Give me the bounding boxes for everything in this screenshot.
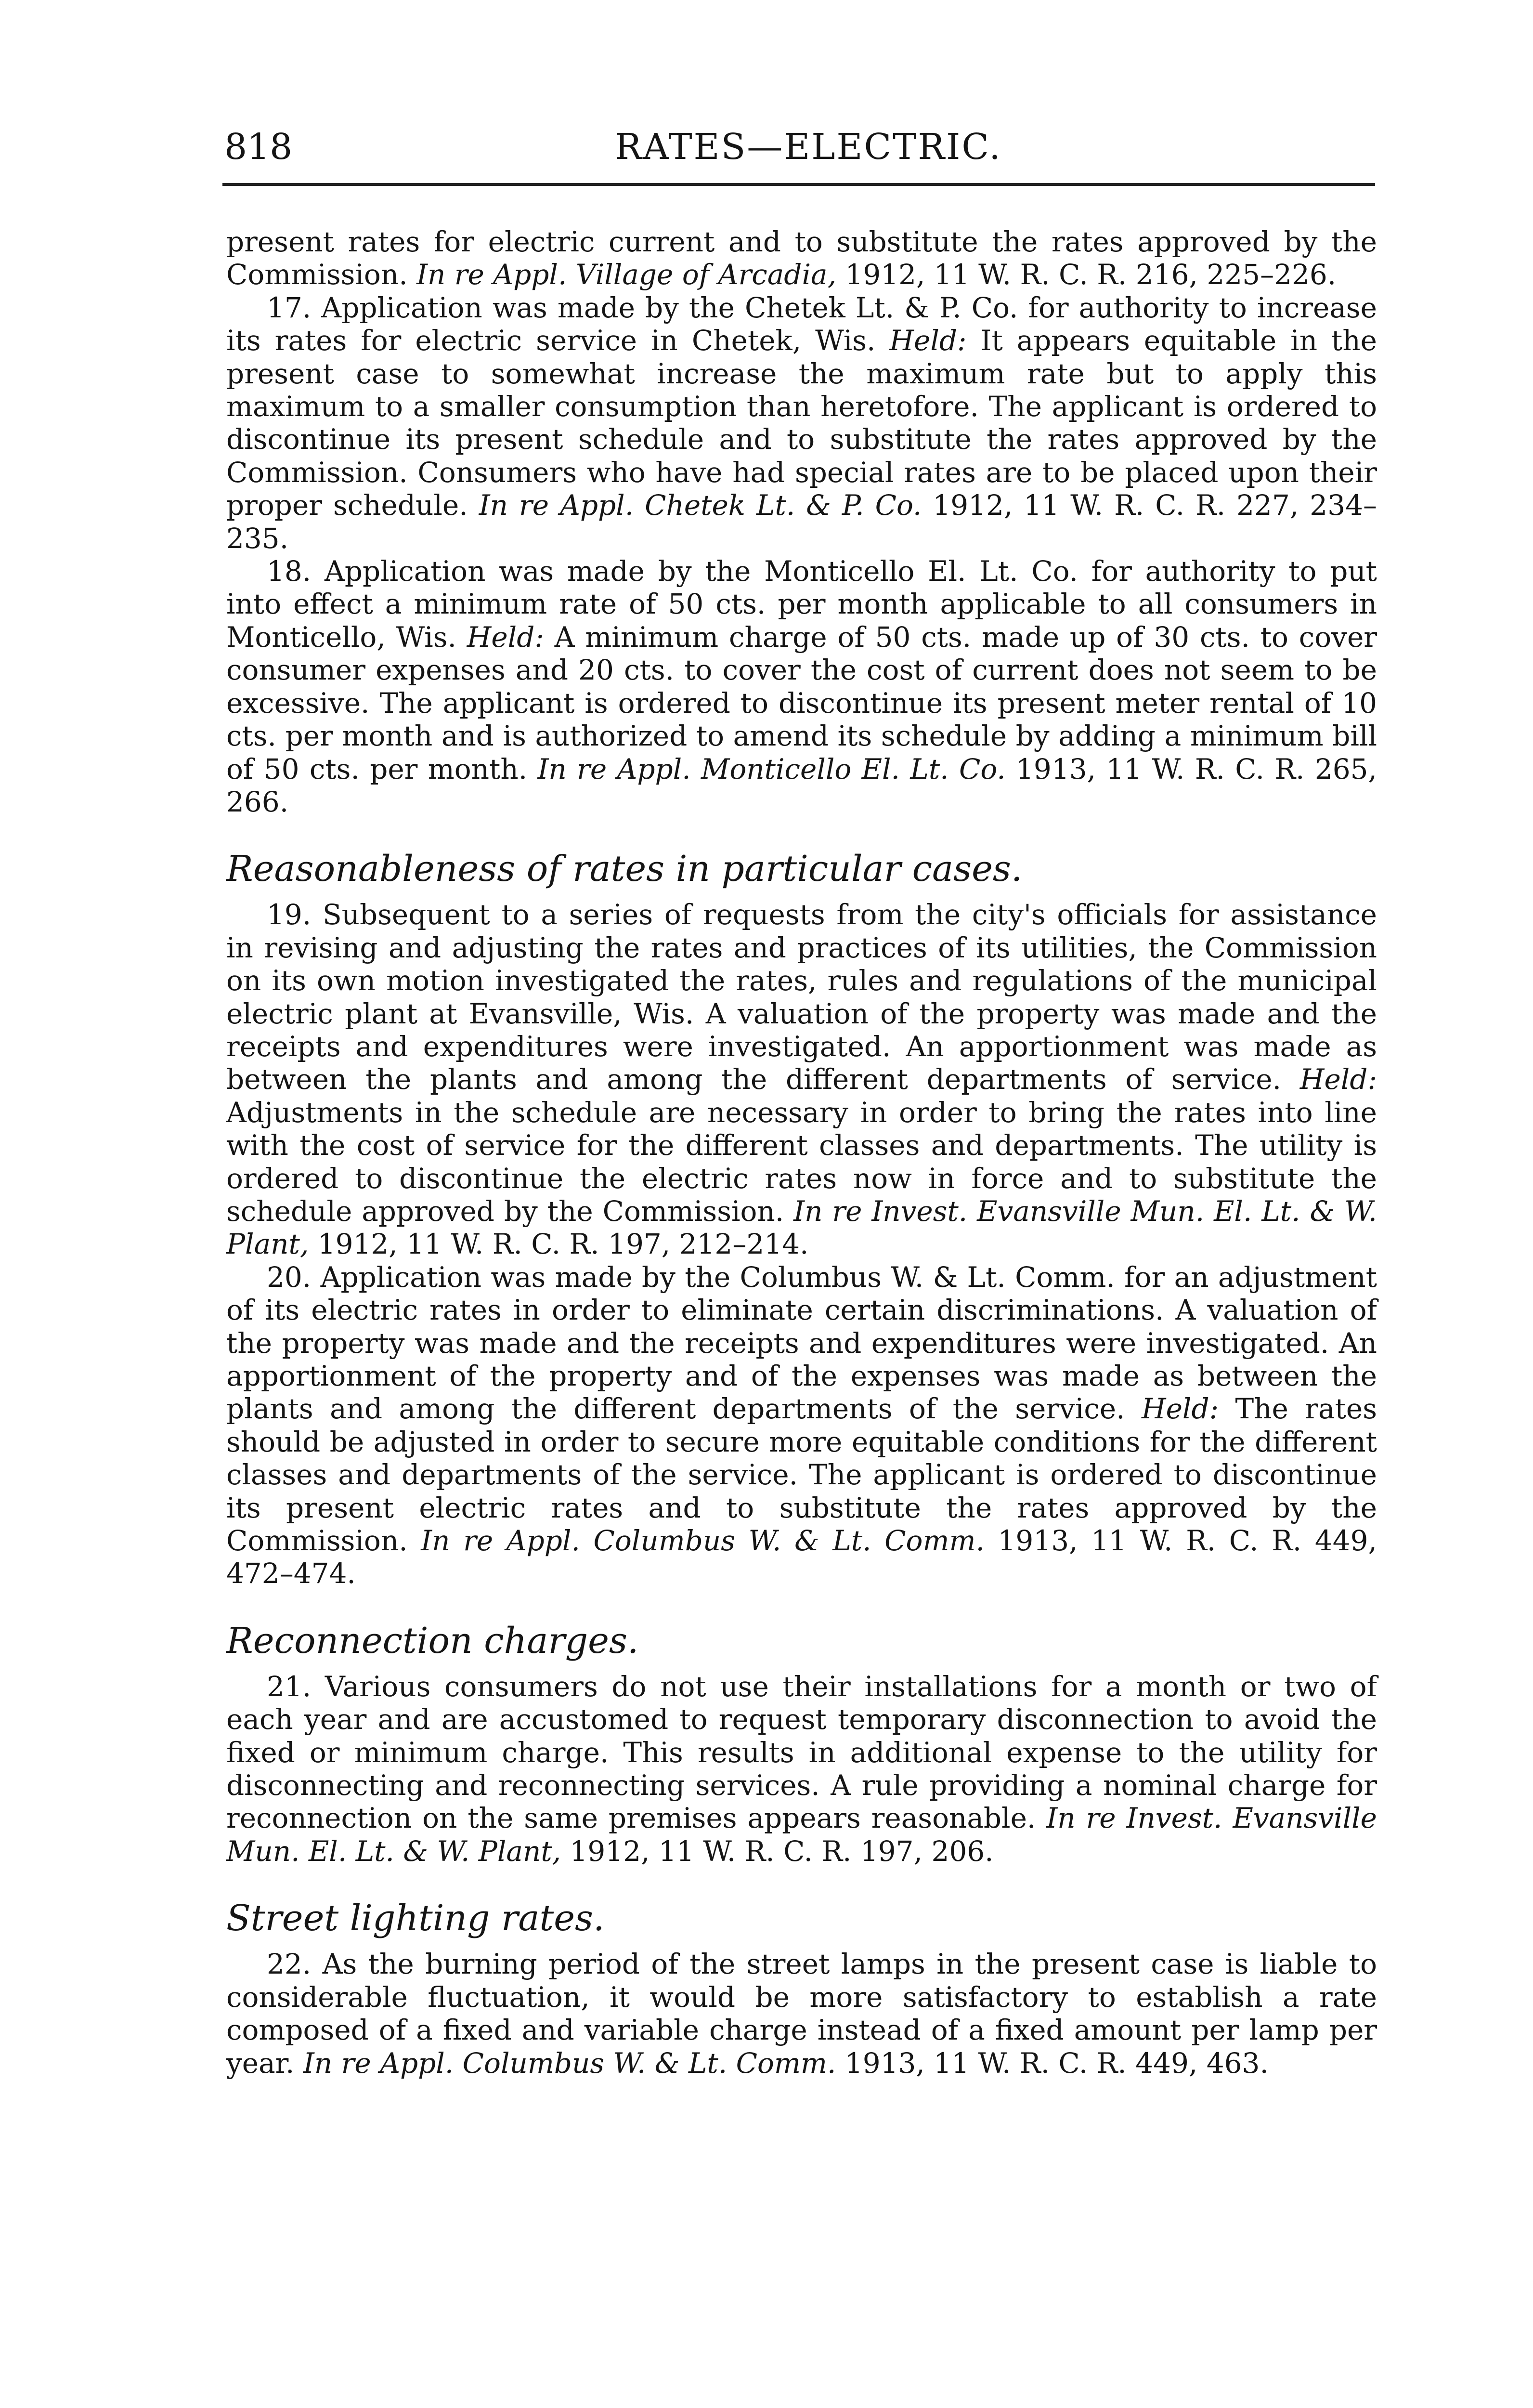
section-heading-reasonableness: Reasonableness of rates in particular cases. <box>226 848 1023 890</box>
case-name: In re Invest. Evansville Mun. El. Lt. & W. Plant, <box>226 1194 1377 1261</box>
paragraph-text: It appears equitable in the present case to somewhat increase the maximum rate but to apply this maximum to a smaller consumption than heretofore. The applicant is ordered to discontinue its present schedule and to substitute the rates approved by the Commission. Consumers who have had special rates are to be placed upon their proper schedule. <box>226 324 1377 522</box>
paragraph-text: Adjustments in the schedule are necessary in order to bring the rates into line with the cost of service for the different classes and departments. The utility is ordered to discontinue the electric rates now in force and to substitute the schedule approved by the Commission. <box>226 1096 1377 1228</box>
paragraph-text: 19. Subsequent to a series of requests from the city's officials for assistance in revising and adjusting the rates and practices of its utilities, the Commission on its own motion investigated the rates, rules and regulations of the municipal electric plant at Evansville, Wis. A valuation of the property was made and the receipts and expenditures were investigated. An apportionment was made as between the plants and among the different departments of service. <box>226 898 1377 1096</box>
held-label: Held: <box>467 620 544 654</box>
held-label: Held: <box>889 324 967 357</box>
paragraph-text: A minimum charge of 50 cts. made up of 30 cts. to cover consumer expenses and 20 cts. to cover the cost of current does not seem to be excessive. The applicant is ordered to discontinue its present meter rental of 10 cts. per month and is authorized to amend its schedule by adding a minimum bill of 50 cts. per month. <box>226 620 1377 785</box>
page-body <box>226 225 1377 2080</box>
paragraph-text: 17. Application was made by the Chetek Lt. & P. Co. for authority to increase its rates for electric service in Chetek, Wis. <box>226 291 1377 357</box>
held-label: Held: <box>1299 1063 1377 1096</box>
running-title: RATES—ELECTRIC. <box>615 126 1002 168</box>
case-name: In re Appl. Columbus W. & Lt. Comm. <box>421 1524 985 1557</box>
citation: 1912, 11 W. R. C. R. 197, 212–214. <box>309 1228 809 1261</box>
section-heading-street-lighting: Street lighting rates. <box>226 1898 605 1939</box>
paragraph-continued <box>226 225 1377 291</box>
paragraph-text: The rates should be adjusted in order to secure more equitable conditions for the different classes and departments of the service. The applicant is ordered to discontinue its present electric rates and to substitute the rates approved by the Commission. <box>226 1392 1377 1557</box>
section-heading-reconnection: Reconnection charges. <box>226 1620 639 1662</box>
citation: 1913, 11 W. R. C. R. 449, 463. <box>836 2046 1269 2080</box>
case-name: In re Appl. Monticello El. Lt. Co. <box>537 752 1006 785</box>
page-number: 818 <box>224 126 293 168</box>
paragraph-19 <box>226 898 1377 1260</box>
case-name: In re Appl. Columbus W. & Lt. Comm. <box>303 2046 836 2080</box>
case-name: In re Appl. Village of Arcadia, <box>416 258 837 291</box>
paragraph-text: 21. Various consumers do not use their installations for a month or two of each year and are accustomed to request temporary disconnection to avoid the fixed or minimum charge. This results in additional expense to the utility for disconnecting and reconnecting services. A rule providing a nominal charge for reconnection on the same premises appears reasonable. <box>226 1670 1377 1835</box>
citation: 1912, 11 W. R. C. R. 227, 234–235. <box>226 489 1377 555</box>
header-rule <box>222 183 1375 186</box>
paragraph-17 <box>226 291 1377 555</box>
paragraph-18 <box>226 555 1377 818</box>
paragraph-22 <box>226 1948 1377 2080</box>
paragraph-text: 18. Application was made by the Monticello El. Lt. Co. for authority to put into effect a minimum rate of 50 cts. per month applicable to all consumers in Monticello, Wis. <box>226 555 1377 654</box>
paragraph-text: 22. As the burning period of the street lamps in the present case is liable to considerable fluctuation, it would be more satisfactory to establish a rate composed of a fixed and variable charge instead of a fixed amount per lamp per year. <box>226 1948 1377 2080</box>
case-name: In re Invest. Evansville Mun. El. Lt. & W. Plant, <box>226 1802 1377 1868</box>
citation: 1912, 11 W. R. C. R. 197, 206. <box>561 1834 994 1868</box>
paragraph-text: 20. Application was made by the Columbus W. & Lt. Comm. for an adjustment of its electric rates in order to eliminate certain discriminations. A valuation of the property was made and the receipts and expenditures were investigated. An apportionment of the property and of the expenses was made as between the plants and among the different departments of the service. <box>226 1260 1377 1426</box>
paragraph-text: present rates for electric current and to substitute the rates approved by the Commission. <box>226 225 1377 291</box>
citation: 1913, 11 W. R. C. R. 265, 266. <box>226 752 1377 818</box>
case-name: In re Appl. Chetek Lt. & P. Co. <box>479 489 922 522</box>
paragraph-21 <box>226 1670 1377 1868</box>
paragraph-20 <box>226 1261 1377 1590</box>
citation: 1913, 11 W. R. C. R. 449, 472–474. <box>226 1524 1377 1590</box>
running-header <box>224 126 1373 183</box>
citation: 1912, 11 W. R. C. R. 216, 225–226. <box>836 258 1337 291</box>
held-label: Held: <box>1141 1392 1219 1426</box>
